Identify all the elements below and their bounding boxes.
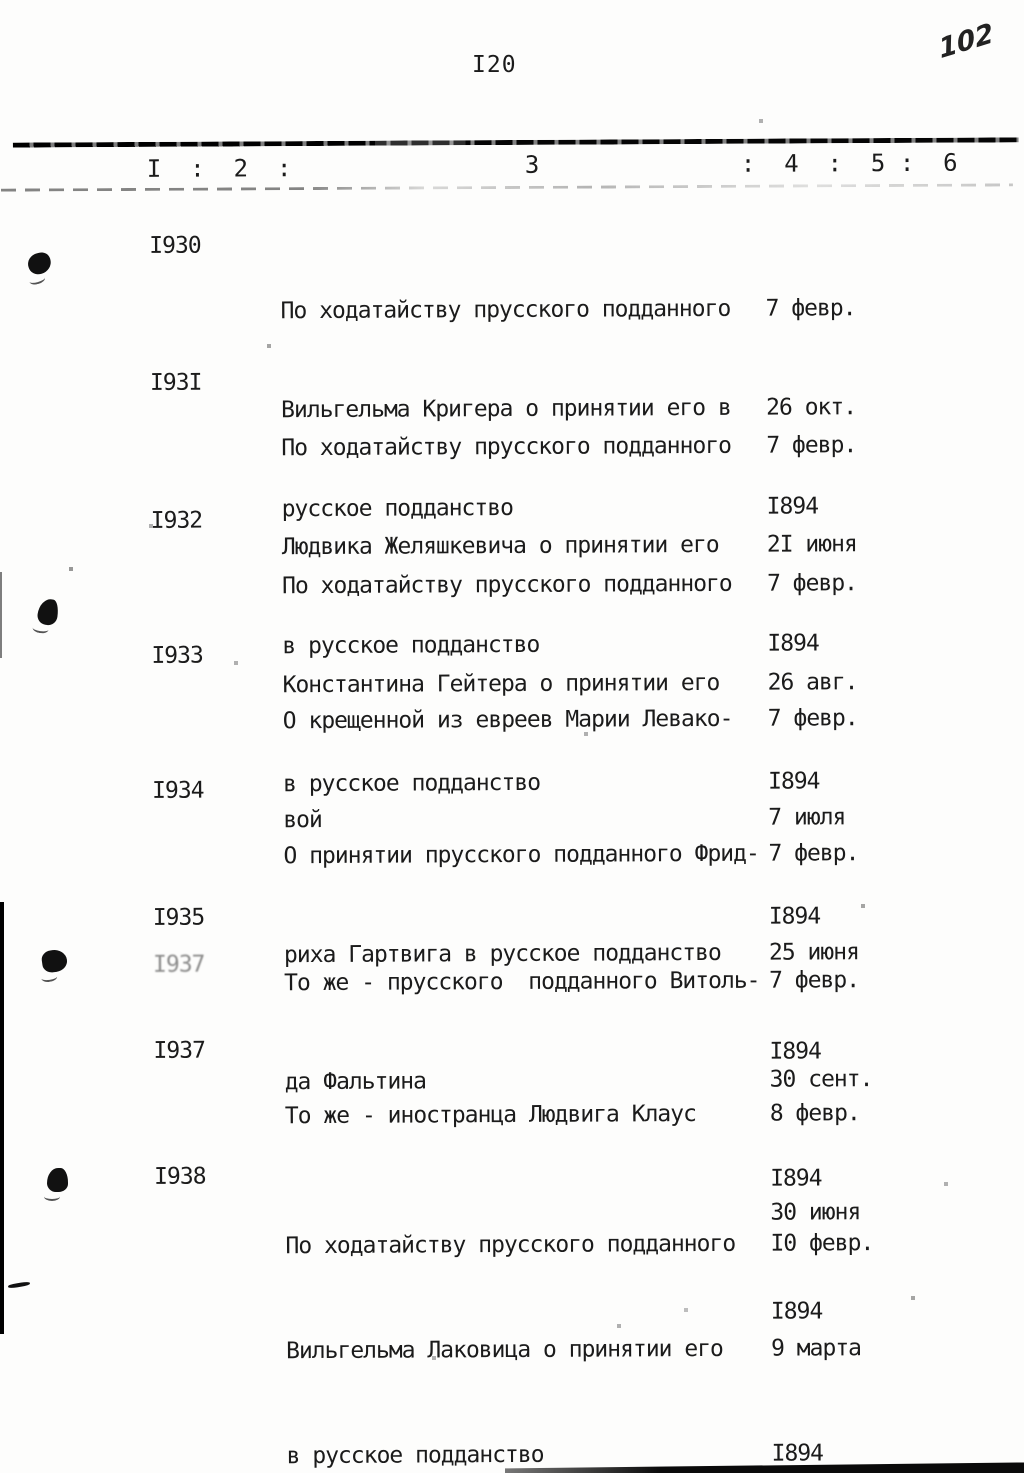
case-title-line: в русское подданство [286,1441,544,1470]
case-title-line: русское подданство [281,494,513,523]
case-date-line: 26 авг. [767,669,858,696]
case-title-line: О крещенной из евреев Марии Левако- [282,705,733,735]
case-date-line: 7 февр. [769,967,860,994]
case-date-line: I894 [768,903,821,930]
case-date-line: I894 [768,768,820,795]
case-date-line: I894 [771,1440,824,1467]
case-date-line: 26 окт. [766,394,857,421]
case-date-line: 7 февр. [767,705,858,732]
case-number: I930 [149,232,201,259]
case-date-line: I894 [767,630,819,657]
column-header-3: 3 [524,150,540,179]
case-number: I937 [153,1037,205,1064]
scan-edge-line [0,572,2,658]
case-title-line: Вильгельма Лаковица о принятии его [285,1335,723,1365]
case-title-line: Людвика Желяшкевича о принятии его [281,531,719,561]
case-date-line: I894 [766,493,819,520]
case-date-line: I0 февр. [770,1230,874,1257]
case-date-line: 8 февр. [769,1100,860,1127]
case-date-line: 9 марта [770,1335,862,1362]
case-date-line: 2I июня [766,531,857,558]
case-date-line: 7 февр. [768,840,859,867]
case-title-line: То же - иностранца Людвига Клаус [284,1101,697,1130]
case-date-line: 25 июня [768,939,859,966]
ink-blot [47,1168,68,1192]
case-title-line: в русское подданство [282,631,540,660]
case-title-line: По ходатайству прусского подданного [281,570,732,600]
case-number: I93I [149,369,202,396]
case-title-line: Вильгельма Кригера о принятии его в [281,394,731,424]
case-date-line: 7 июля [768,804,846,831]
header-underline [1,183,1013,191]
case-date-line: I894 [770,1298,823,1325]
handwritten-folio-number: 102 [936,17,996,66]
case-title-line: риха Гартвига в русское подданство [283,939,721,969]
case-title-line: да Фальтина [284,1068,427,1096]
case-title-line: По ходатайству прусского подданного [280,295,731,325]
case-date-line: 7 февр. [765,295,856,322]
ghost-entry-number: I937 [152,951,205,978]
case-date-line: I894 [769,1038,821,1065]
case-title-line: в русское подданство [283,769,541,798]
case-date-line: 30 сент. [769,1066,873,1093]
case-title-line: По ходатайству прусского подданного [281,432,732,462]
case-title-line: По ходатайству прусского подданного [285,1230,736,1260]
case-number: I938 [154,1163,206,1190]
case-title-line: То же - прусского подданного Витоль- [284,967,760,997]
case-title-line: вой [283,806,322,834]
column-headers-1-2: I : 2 : [146,154,292,183]
scan-edge-line [0,902,4,1334]
case-number: I935 [152,904,205,931]
page-number: I20 [472,52,517,78]
case-title-line: О принятии прусского подданного Фрид- [283,840,759,870]
case-date-line: I894 [770,1165,822,1192]
column-headers-4-5-6: : 4 : 5 : 6 [740,148,958,178]
case-number: I934 [152,777,204,804]
case-title-line: Константина Гейтера о принятии его [282,669,720,699]
case-date-line: 7 февр. [766,432,857,459]
case-dates [770,1156,875,1473]
case-date-line: 30 июня [770,1199,861,1226]
case-number: I932 [150,507,203,534]
case-number: I933 [151,642,203,669]
paper-speckles [0,0,2,2]
case-date-line: 7 февр. [766,570,858,597]
case-title [285,1157,737,1473]
table-top-rule [13,137,1019,147]
